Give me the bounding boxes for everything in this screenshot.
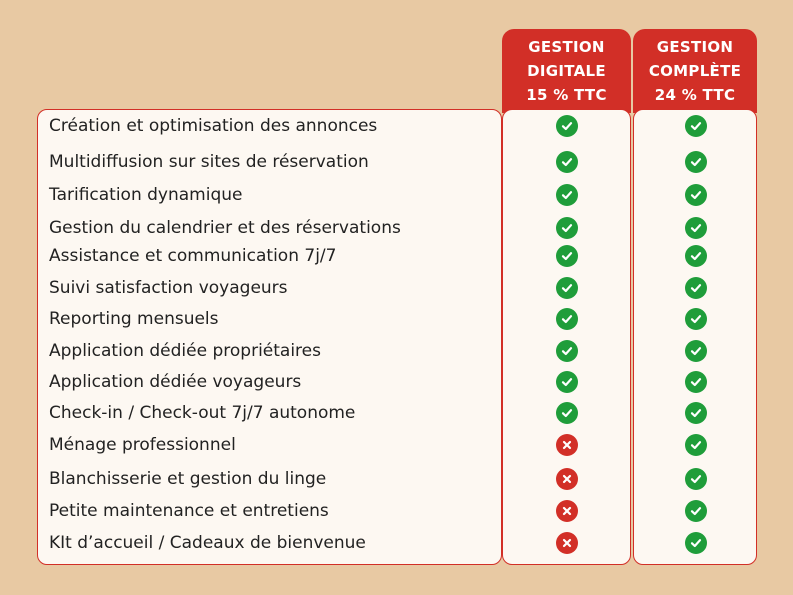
check-circle-icon (556, 402, 578, 424)
check-circle-icon (556, 184, 578, 206)
feature-label: Reporting mensuels (49, 309, 219, 329)
x-circle-icon (556, 532, 578, 554)
check-circle-icon (556, 371, 578, 393)
check-circle-icon (556, 217, 578, 239)
check-circle-icon (685, 217, 707, 239)
check-circle-icon (685, 402, 707, 424)
check-circle-icon (685, 532, 707, 554)
digitale-column-box (502, 109, 631, 565)
check-circle-icon (685, 468, 707, 490)
check-circle-icon (556, 115, 578, 137)
column-header-line2: DIGITALE (527, 62, 606, 80)
check-circle-icon (685, 434, 707, 456)
check-circle-icon (556, 277, 578, 299)
column-header-line2: COMPLÈTE (648, 62, 742, 80)
column-header-line1: GESTION (656, 38, 734, 56)
check-circle-icon (685, 245, 707, 267)
column-header-line1: GESTION (528, 38, 605, 56)
x-circle-icon (556, 434, 578, 456)
feature-label: Suivi satisfaction voyageurs (49, 278, 288, 298)
check-circle-icon (685, 308, 707, 330)
column-header-price: 24 % TTC (654, 86, 736, 104)
feature-label: Multidiffusion sur sites de réservation (49, 152, 369, 172)
feature-label: Création et optimisation des annonces (49, 116, 378, 136)
feature-label: Ménage professionnel (49, 435, 236, 455)
check-circle-icon (685, 184, 707, 206)
feature-label: KIt d’accueil / Cadeaux de bienvenue (49, 533, 366, 553)
feature-label: Tarification dynamique (49, 185, 243, 205)
column-header-complete (633, 29, 757, 113)
check-circle-icon (685, 151, 707, 173)
check-circle-icon (685, 340, 707, 362)
x-circle-icon (556, 468, 578, 490)
check-circle-icon (685, 371, 707, 393)
check-circle-icon (556, 340, 578, 362)
feature-label: Application dédiée voyageurs (49, 372, 302, 392)
feature-label: Blanchisserie et gestion du linge (49, 469, 327, 489)
check-circle-icon (685, 277, 707, 299)
check-circle-icon (685, 500, 707, 522)
check-circle-icon (556, 245, 578, 267)
complete-column-box (633, 109, 757, 565)
feature-label: Gestion du calendrier et des réservations (49, 218, 401, 238)
feature-label: Check-in / Check-out 7j/7 autonome (49, 403, 356, 423)
x-circle-icon (556, 500, 578, 522)
column-header-price: 15 % TTC (526, 86, 607, 104)
check-circle-icon (556, 308, 578, 330)
check-circle-icon (556, 151, 578, 173)
check-circle-icon (685, 115, 707, 137)
feature-label: Assistance et communication 7j/7 (49, 246, 337, 266)
feature-label: Application dédiée propriétaires (49, 341, 321, 361)
feature-label: Petite maintenance et entretiens (49, 501, 329, 521)
column-header-digitale (502, 29, 631, 113)
